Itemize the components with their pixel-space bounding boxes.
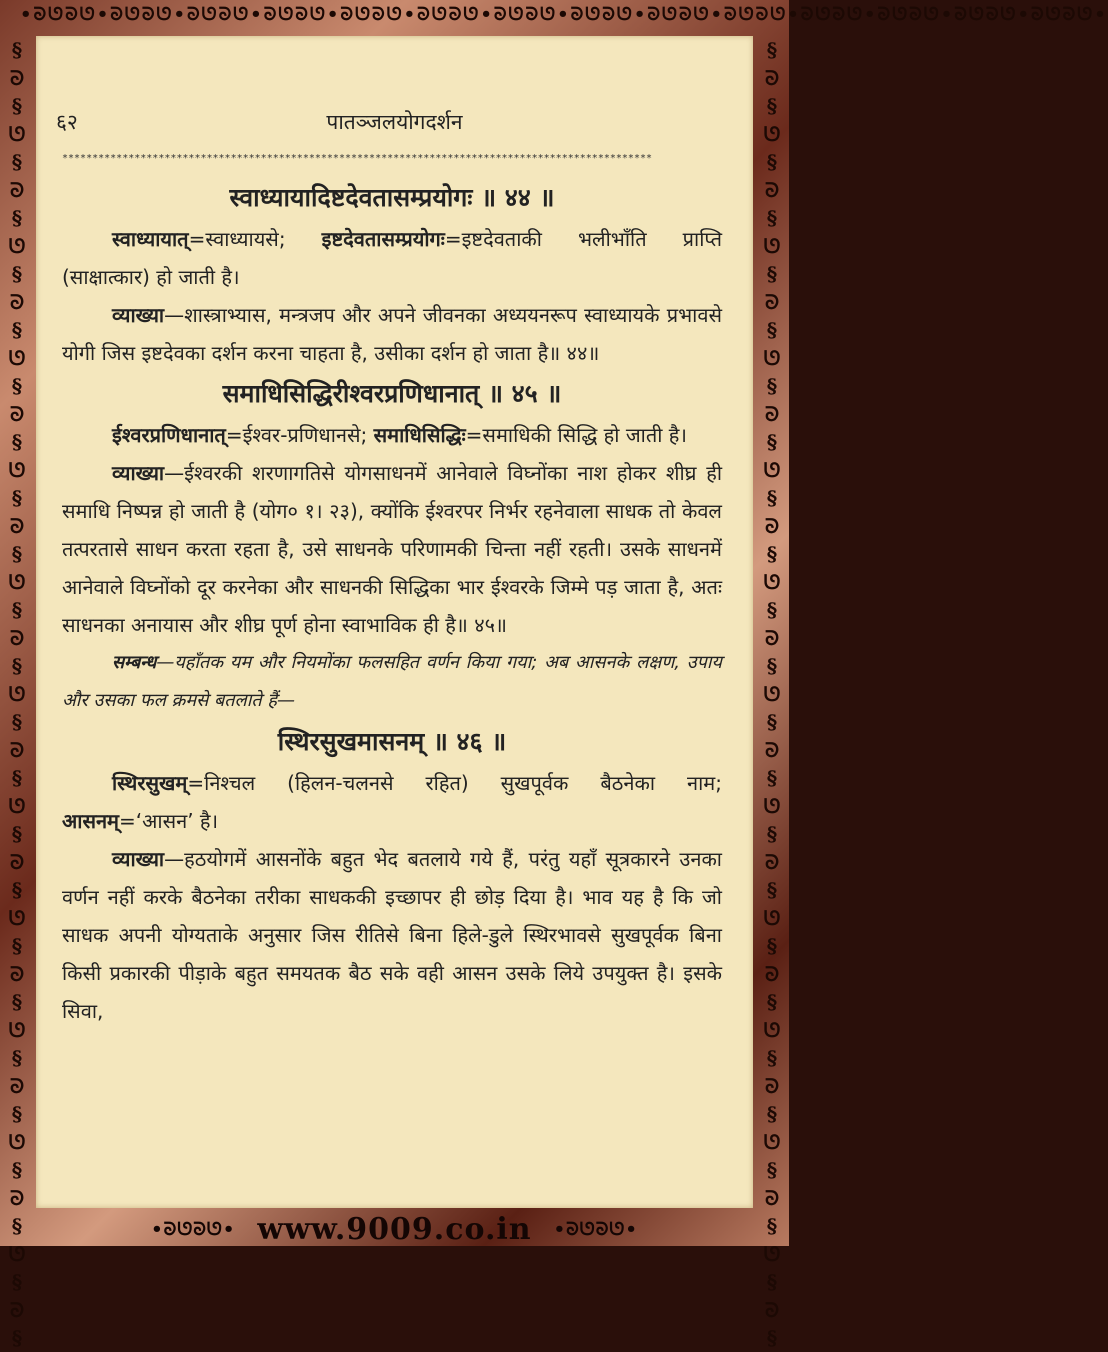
paragraph: [62, 220, 722, 296]
footer-ornament-left: •ᘐᘎᘐᘎ•: [151, 1218, 236, 1240]
footer-ornament-right: •ᘐᘎᘐᘎ•: [553, 1218, 638, 1240]
text-run: =इष्टदेवताकी भलीभाँति प्राप्ति (साक्षात्कार) हो जाती है।: [62, 227, 722, 289]
bold-term: स्थिरसुखम्: [112, 771, 188, 795]
page-number: ६२: [56, 110, 78, 134]
text-run: —ईश्वरकी शरणागतिसे योगसाधनमें आनेवाले विघ्नोंका नाश होकर शीघ्र ही समाधि निष्पन्न हो जाती है (योग० १। २३), क्योंकि ईश्वरपर निर्भर रहनेवाला साधक तो केवल तत्परतासे साधन करता रहता है, उसे साधनके परिणामकी चिन्ता नहीं रहती। उसके साधनमें आनेवाले विघ्नोंको दूर करनेका और साधनकी सिद्धिका भार ईश्वरके जिम्मे पड़ जाता है, अतः साधनका अनायास और शीघ्र पूर्ण होना स्वाभाविक ही है॥ ४५॥: [62, 461, 722, 637]
paragraph: [62, 764, 722, 840]
bold-term: स्वाध्यायात्: [112, 227, 189, 251]
page-content: [62, 176, 722, 1030]
text-run: =समाधिकी सिद्धि हो जाती है।: [465, 423, 687, 447]
context-note: [62, 644, 722, 720]
footer: [0, 1212, 789, 1246]
website-url[interactable]: www.9009.co.in: [257, 1211, 532, 1247]
sutra-heading: समाधिसिद्धिरीश्वरप्रणिधानात् ॥ ४५ ॥: [222, 379, 562, 408]
sutra-heading: स्थिरसुखमासनम् ॥ ४६ ॥: [277, 727, 507, 756]
bold-term: व्याख्या: [112, 461, 165, 485]
page-header: [36, 108, 753, 138]
star-separator: **************************************************************************************************: [62, 153, 653, 164]
bold-term: ईश्वरप्रणिधानात्: [112, 423, 226, 447]
paragraph: [62, 296, 722, 372]
bold-term: समाधिसिद्धिः: [373, 423, 466, 447]
text-run: —शास्त्राभ्यास, मन्त्रजप और अपने जीवनका अध्ययनरूप स्वाध्यायके प्रभावसे योगी जिस इष्टदेवका दर्शन करना चाहता है, उसीका दर्शन हो जाता है॥ ४४॥: [62, 303, 722, 365]
text-run: =स्वाध्यायसे;: [188, 227, 322, 251]
bold-term: इष्टदेवतासम्प्रयोगः: [321, 227, 445, 251]
sutra-heading: स्वाध्यायादिष्टदेवतासम्प्रयोगः ॥ ४४ ॥: [229, 183, 555, 212]
paragraph: [62, 416, 722, 454]
page-title: पातञ्जलयोगदर्शन: [326, 110, 463, 134]
bold-term: व्याख्या: [112, 303, 165, 327]
frame-ornament-left: § ᘐ § ᘎ § ᘐ § ᘎ § ᘐ § ᘎ § ᘐ § ᘎ § ᘐ § ᘎ § ᘐ § ᘎ § ᘐ § ᘎ § ᘐ § ᘎ § ᘐ § ᘎ § ᘐ § ᘎ § ᘐ § ᘎ § ᘐ §: [8, 38, 26, 1350]
text-run: —हठयोगमें आसनोंके बहुत भेद बतलाये गये हैं, परंतु यहाँ सूत्रकारने उनका वर्णन नहीं करके बैठनेका तरीका साधककी इच्छापर ही छोड़ दिया है। भाव यह है कि जो साधक अपनी योग्यताके अनुसार जिस रीतिसे बिना हिले-डुले स्थिरभावसे सुखपूर्वक बिना किसी प्रकारकी पीड़ाके बहुत समयतक बैठ सके वही आसन उसके लिये उपयुक्त है। इसके सिवा,: [62, 847, 722, 1023]
book-page: [36, 36, 753, 1208]
text-run: =निश्चल (हिलन-चलनसे रहित) सुखपूर्वक बैठनेका नाम;: [187, 771, 722, 795]
frame-ornament-top: •ᘐᘎᘐᘎ•ᘐᘎᘐᘎ•ᘐᘎᘐᘎ•ᘐᘎᘐᘎ•ᘐᘎᘐᘎ•ᘐᘎᘐᘎ•ᘐᘎᘐᘎ•ᘐᘎᘐᘎ•ᘐᘎᘐᘎ•ᘐᘎᘐᘎ•ᘐᘎᘐᘎ•ᘐᘎᘐᘎ•ᘐᘎᘐᘎ•ᘐᘎᘐᘎ•: [20, 4, 1108, 25]
text-run: =ईश्वर-प्रणिधानसे;: [225, 423, 374, 447]
bold-term: व्याख्या: [112, 847, 165, 871]
text-run: =‘आसन’ है।: [119, 809, 219, 833]
bold-term: आसनम्: [62, 809, 120, 833]
paragraph: [62, 454, 722, 644]
frame-ornament-right: § ᘐ § ᘎ § ᘐ § ᘎ § ᘐ § ᘎ § ᘐ § ᘎ § ᘐ § ᘎ § ᘐ § ᘎ § ᘐ § ᘎ § ᘐ § ᘎ § ᘐ § ᘎ § ᘐ § ᘎ § ᘐ § ᘎ § ᘐ §: [763, 38, 781, 1350]
bold-term: सम्बन्ध: [112, 652, 157, 673]
text-run: —यहाँतक यम और नियमोंका फलसहित वर्णन किया गया; अब आसनके लक्षण, उपाय और उसका फल क्रमसे बतलाते हैं—: [62, 652, 722, 711]
paragraph: [62, 840, 722, 1030]
